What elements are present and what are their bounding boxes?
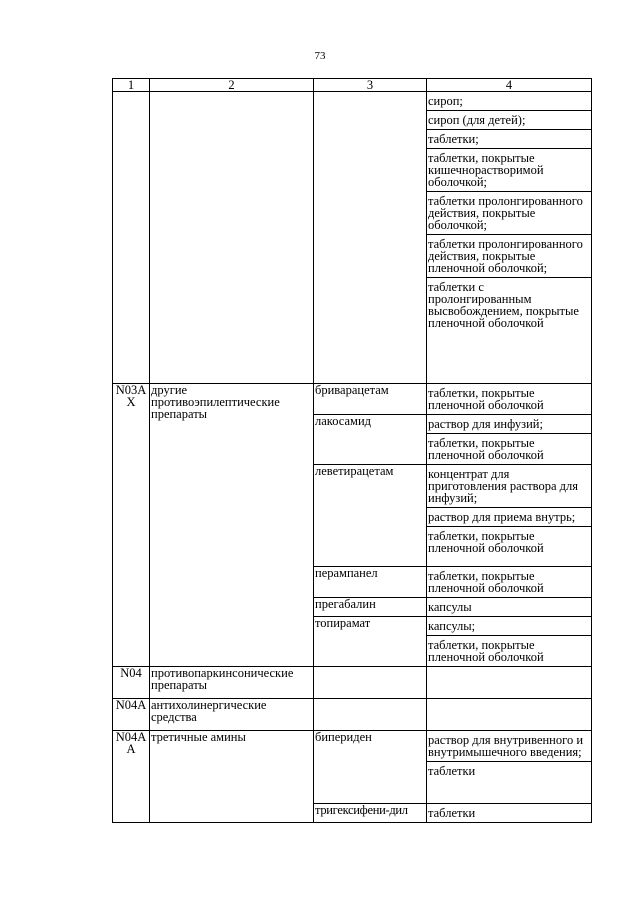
drug-name-cell [314, 699, 427, 731]
atc-code-cell: N04A [113, 699, 150, 731]
dosage-forms-cell [427, 731, 592, 804]
dosage-form: таблетки с пролонгированным высвобождением, покрытые пленочной оболочкой [427, 277, 591, 332]
dosage-forms-cell [427, 804, 592, 823]
group-name-cell: третичные амины [150, 731, 314, 823]
dosage-forms-cell [427, 415, 592, 465]
dosage-form: таблетки пролонгированного действия, покрытые пленочной оболочкой; [427, 234, 591, 277]
dosage-form: сироп (для детей); [427, 110, 591, 129]
dosage-form: раствор для инфузий; [428, 417, 543, 431]
header-col-2: 2 [150, 79, 314, 92]
drug-table [112, 78, 592, 823]
atc-code-cell: N03A X [113, 384, 150, 667]
table-header-row [113, 79, 592, 92]
dosage-forms-cell [427, 92, 592, 384]
dosage-forms-cell [427, 598, 592, 617]
dosage-form: таблетки пролонгированного действия, покрытые оболочкой; [427, 191, 591, 234]
dosage-form: концентрат для приготовления раствора для инфузий; [428, 467, 578, 505]
drug-name-cell [314, 667, 427, 699]
dosage-form: таблетки [428, 806, 476, 820]
atc-code-cell: N04 [113, 667, 150, 699]
drug-name-cell: прегабалин [314, 598, 427, 617]
table-row [113, 92, 592, 384]
dosage-form: капсулы [428, 600, 472, 614]
group-name-cell: противопаркинсонические препараты [150, 667, 314, 699]
dosage-form: сироп; [428, 94, 463, 108]
dosage-forms-cell [427, 567, 592, 598]
drug-name-cell [314, 92, 427, 384]
dosage-form: капсулы; [428, 619, 476, 633]
dosage-forms-cell [427, 617, 592, 667]
table-row [113, 384, 592, 415]
header-col-3: 3 [314, 79, 427, 92]
page-number: 73 [314, 50, 326, 62]
drug-name-cell: лакосамид [314, 415, 427, 465]
table-row [113, 699, 592, 731]
dosage-form: таблетки [427, 761, 591, 780]
dosage-form: таблетки, покрытые кишечнорастворимой оболочкой; [427, 148, 591, 191]
drug-name-cell: бипериден [314, 731, 427, 804]
dosage-form: таблетки, покрытые пленочной оболочкой [427, 635, 591, 666]
drug-name-cell: топирамат [314, 617, 427, 667]
atc-code-cell: N04A A [113, 731, 150, 823]
drug-name-cell: бриварацетам [314, 384, 427, 415]
drug-name-cell: леветирацетам [314, 465, 427, 567]
dosage-form: таблетки, покрытые пленочной оболочкой [428, 569, 544, 595]
atc-code-cell [113, 92, 150, 384]
dosage-form: таблетки, покрытые пленочной оболочкой [428, 386, 544, 412]
header-col-4: 4 [427, 79, 592, 92]
dosage-form: таблетки, покрытые пленочной оболочкой [427, 526, 591, 557]
table-row [113, 667, 592, 699]
table-row [113, 731, 592, 804]
group-name-cell: антихолинергические средства [150, 699, 314, 731]
group-name-cell: другие противоэпилептические препараты [150, 384, 314, 667]
dosage-form: таблетки, покрытые пленочной оболочкой [427, 433, 591, 464]
dosage-forms-cell [427, 667, 592, 699]
group-name-cell [150, 92, 314, 384]
dosage-form: раствор для приема внутрь; [427, 507, 591, 526]
dosage-form: раствор для внутривенного и внутримышечного введения; [428, 733, 584, 759]
dosage-forms-cell [427, 384, 592, 415]
dosage-forms-cell [427, 465, 592, 567]
header-col-1: 1 [113, 79, 150, 92]
drug-name-cell: тригексифени-дил [314, 804, 427, 823]
dosage-form: таблетки; [427, 129, 591, 148]
drug-name-cell: перампанел [314, 567, 427, 598]
dosage-forms-cell [427, 699, 592, 731]
